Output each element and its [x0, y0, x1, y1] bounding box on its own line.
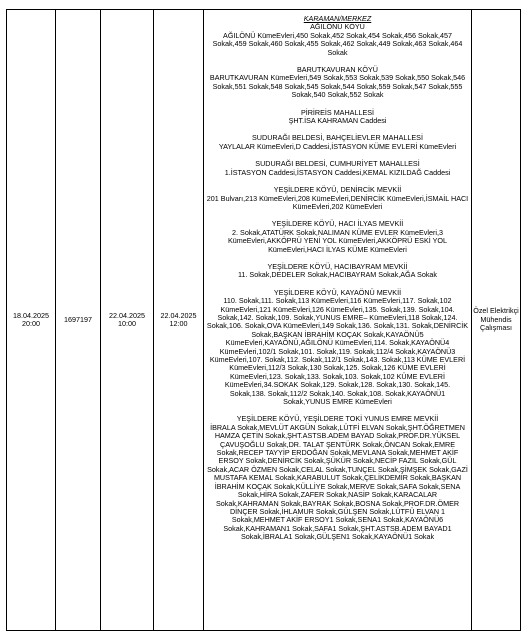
area-heading: YEŞİLDERE KÖYÜ, HACI İLYAS MEVKİİ: [271, 219, 404, 229]
start-date: 22.04.2025: [109, 310, 145, 320]
record-number-cell: [56, 10, 101, 631]
planned-date: 18.04.2025: [13, 310, 49, 320]
outage-reason: Özel Elektrikçi Mühendis Çalışması: [473, 306, 519, 333]
area-heading: SUDURAĞI BELDESİ, BAHÇELİEVLER MAHALLESİ: [252, 133, 423, 143]
area-streets: AĞILÖNÜ KümeEvleri,450 Sokak,452 Sokak,454 Sokak,456 Sokak,457 Sokak,459 Sokak,460 Sokak,455 Sokak,462 Sokak,449 Sokak,463 Sokak,464 Sokak: [212, 30, 463, 57]
area-heading: YEŞİLDERE KÖYÜ, DENİRCİK MEVKİİ: [273, 185, 402, 195]
affected-areas-cell: [204, 10, 472, 631]
area-streets: 11. Sokak,DEDELER Sokak,HACIBAYRAM Sokak,AĞA Sokak: [237, 270, 438, 280]
area-streets: 201 Bulvarı,213 KümeEvleri,208 KümeEvleri,DENİRCİK KümeEvleri,İSMAİL HACI KümeEvleri,202 KümeEvleri: [206, 193, 469, 211]
start-time: 10:00: [118, 319, 136, 328]
record-number: 1697197: [64, 314, 92, 324]
area-heading: YEŞİLDERE KÖYÜ, KAYAÖNÜ MEVKİİ: [273, 287, 402, 297]
planned-datetime-cell: [7, 10, 56, 631]
area-streets: YAYLALAR KümeEvleri,D Caddesi,İSTASYON KÜME EVLERİ KümeEvleri: [218, 141, 457, 151]
end-time: 12:00: [169, 319, 188, 328]
area-streets: BARUTKAVURAN KümeEvleri,549 Sokak,553 Sokak,539 Sokak,550 Sokak,546 Sokak,551 Sokak,548 Sokak,545 Sokak,544 Sokak,559 Sokak,547 Sokak,555 Sokak,540 Sokak,552 Sokak: [209, 73, 466, 100]
area-streets: ŞHT.İSA KAHRAMAN Caddesi: [288, 116, 387, 126]
end-datetime-cell: [154, 10, 204, 631]
area-heading: AĞILÖNÜ KÖYÜ: [310, 22, 365, 32]
table-row: [7, 10, 521, 631]
area-heading: SUDURAĞI BELDESİ, CUMHURİYET MAHALLESİ: [255, 159, 420, 169]
area-streets: 1.İSTASYON Caddesi,İSTASYON Caddesi,KEMAL KIZILDAĞ Caddesi: [224, 167, 451, 177]
area-streets: 110. Sokak,111. Sokak,113 KümeEvleri,116 KümeEvleri,117. Sokak,102 KümeEvleri,121 KümeEvleri,126 KümeEvleri,135. Sokak,139. Sokak,104. Sokak,142. Sokak,109. Sokak,YUNUS EMRE– KümeEvleri,118 Sokak,124. Sokak,106. Sokak,OVA KümeEvleri,149 Sokak,136. Sokak,131. Sokak,DENİRCİK Sokak,BAŞKAN İBRAHİM KOÇAK Sokak,KAYAÖNÜ5 KümeEvleri,KAYAÖNÜ,AĞILÖNÜ KümeEvleri,114. Sokak,KAYAÖNÜ4 KümeEvleri,102/1 Sokak,101. Sokak,119. Sokak,112/4 Sokak,KAYAÖNÜ3 KümeEvleri,107. Sokak,112. Sokak,112/1 Sokak,143. Sokak,113 KÜME EVLERİ KümeEvleri,112/3 Sokak,130 Sokak,125. Sokak,126 KÜME EVLERİ KümeEvleri,123. Sokak,133. Sokak,103. Sokak,102 KÜME EVLERİ KümeEvleri,34.SOKAK Sokak,129. Sokak,128. Sokak,130. Sokak,145. Sokak,138. Sokak,112/2 Sokak,140. Sokak,108. Sokak,KAYAÖNÜ1 Sokak,YUNUS EMRE KümeEvleri: [206, 296, 469, 407]
district-name: KARAMAN/MERKEZ: [303, 14, 372, 23]
end-date: 22.04.2025: [160, 310, 197, 320]
area-heading: YEŞİLDERE KÖYÜ, YEŞİLDERE TOKİ YUNUS EMRE MEVKİİ: [236, 414, 439, 424]
area-streets: İBRALA Sokak,MEVLÜT AKGÜN Sokak,LÜTFİ ELVAN Sokak,ŞHT.ÖĞRETMEN HAMZA ÇETİN Sokak,ŞHT.ASTSB.ADEM BAYAD Sokak,PROF.DR.YÜKSEL ÇAVUŞOĞLU Sokak,DR. TALAT ŞENTÜRK Sokak,ÖNCAN Sokak,EMRE Sokak,RECEP TAYYİP ERDOĞAN Sokak,MEVLANA Sokak,MEHMET AKİF ERSOY Sokak,DENİRCİK Sokak,ŞÜKÜR Sokak,NECİP FAZIL Sokak,GÜL Sokak,ACAR ÖZMEN Sokak,CELAL Sokak,TUNÇEL Sokak,ŞİMŞEK Sokak,GAZİ MUSTAFA KEMAL Sokak,KARABULUT Sokak,ÇELİKDEMİR Sokak,BAŞKAN İBRAHİM KOÇAK Sokak,KÜLLİYE Sokak,MERVE Sokak,SAFA Sokak,SENA Sokak,HİRA Sokak,ZAFER Sokak,NASİP Sokak,KARACALAR Sokak,KAHRAMAN Sokak,BAYRAK Sokak,BOSNA Sokak,PROF.DR.ÖMER DİNÇER Sokak,İHLAMUR Sokak,GÜLŞEN Sokak,LÜTFÜ ELVAN 1 Sokak,MEHMET AKİF ERSOY1 Sokak,SENA1 Sokak,KAYAÖNÜ6 Sokak,KAHRAMAN1 Sokak,SAFA1 Sokak,ŞHT.ASTSB.ADEM BAYAD1 Sokak,İBRALA1 Sokak,GÜLŞEN1 Sokak,KAYAÖNÜ1 Sokak: [207, 422, 468, 542]
outage-table: [6, 9, 521, 631]
area-heading: BARUTKAVURAN KÖYÜ: [297, 65, 378, 75]
area-heading: PİRİREİS MAHALLESİ: [300, 107, 375, 117]
area-streets: 2. Sokak,ATATÜRK Sokak,NALIMAN KÜME EVLER KümeEvleri,3 KümeEvleri,AKKÖPRÜ YENİ YOL KümeEvleri,AKKÖPRÜ ESKİ YOL KümeEvleri,HACI İLYAS KÜME KümeEvleri: [227, 227, 448, 254]
reason-cell: [472, 10, 521, 631]
planned-time: 20:00: [22, 319, 40, 328]
area-heading: YEŞİLDERE KÖYÜ, HACIBAYRAM MEVKİİ: [267, 261, 408, 271]
start-datetime-cell: [101, 10, 154, 631]
